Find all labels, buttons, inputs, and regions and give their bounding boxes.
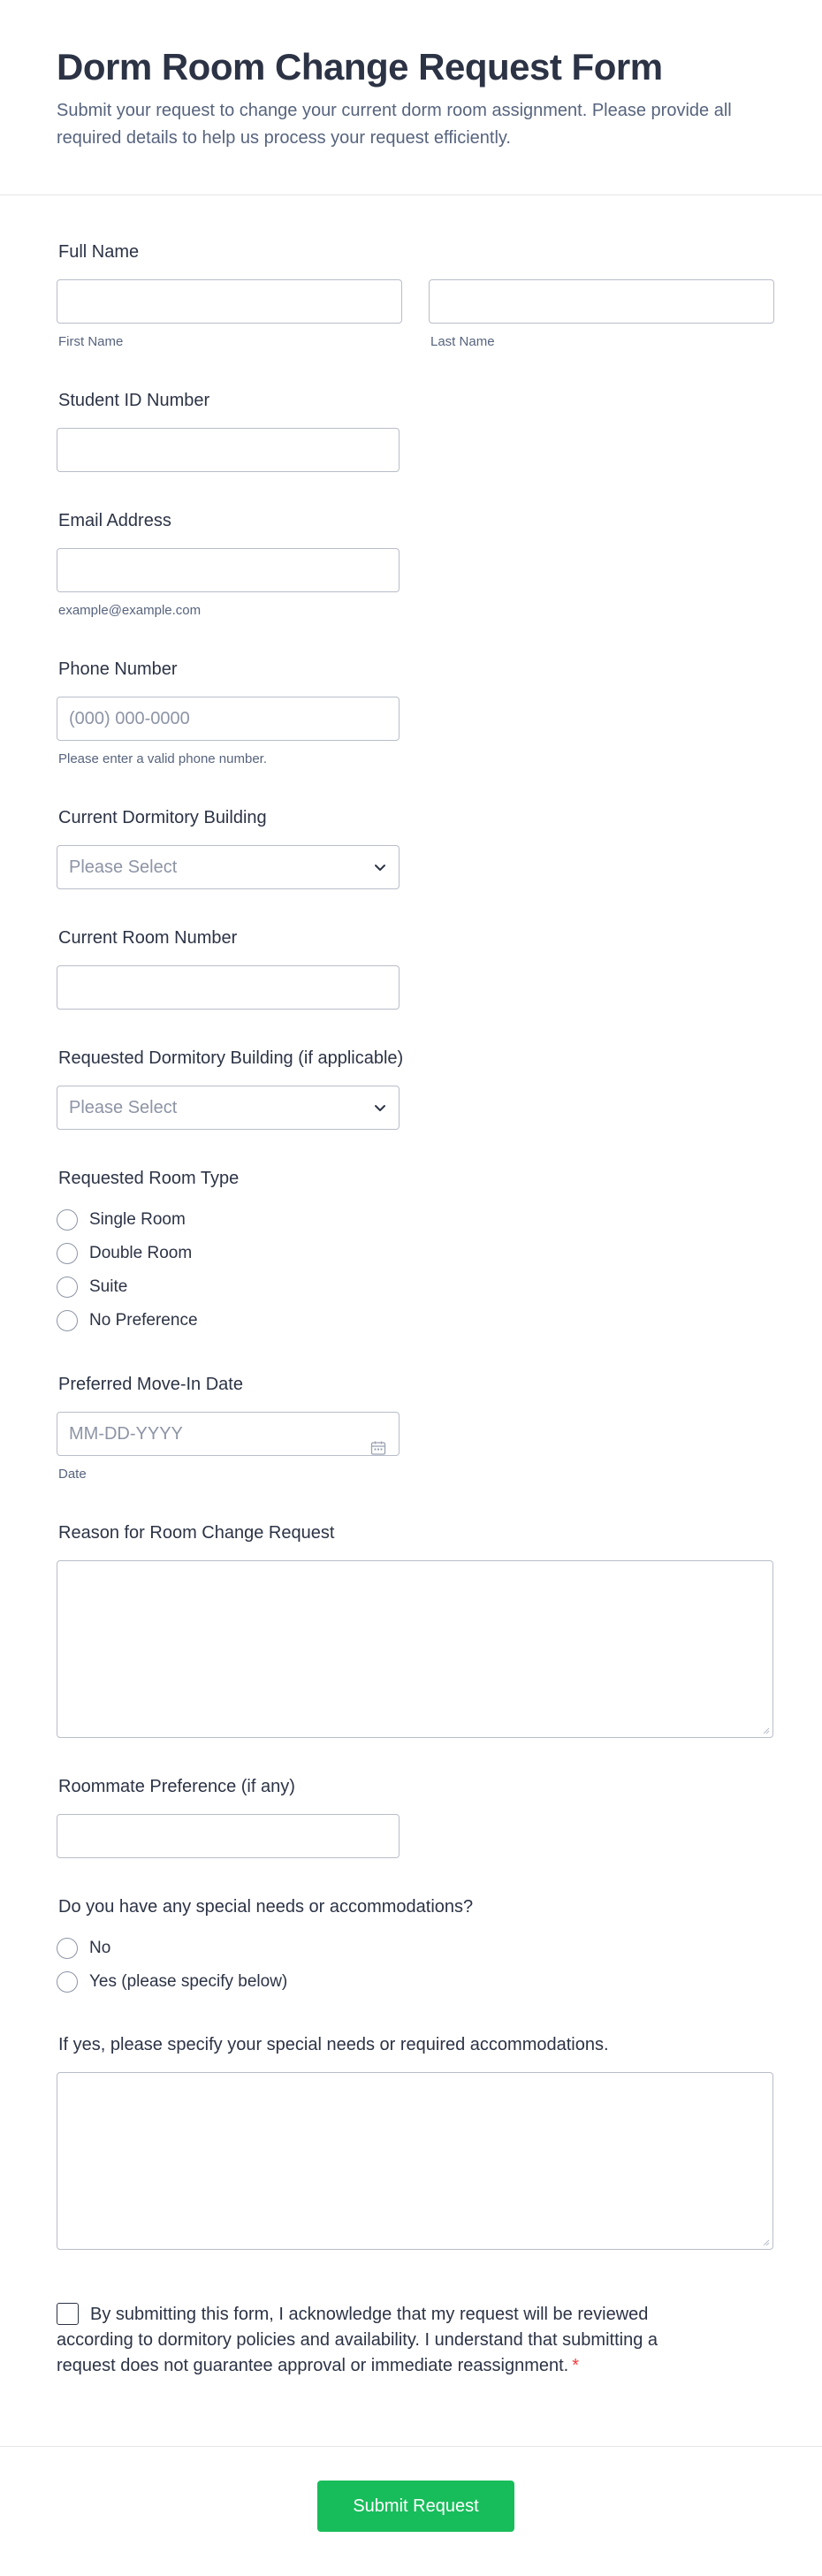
radio-button[interactable] bbox=[57, 1277, 78, 1298]
required-asterisk: * bbox=[572, 2356, 580, 2375]
resize-grip-icon[interactable] bbox=[761, 1726, 770, 1734]
radio-label: Suite bbox=[89, 1277, 128, 1296]
submit-button[interactable]: Submit Request bbox=[317, 2481, 514, 2532]
header-divider bbox=[0, 194, 822, 195]
reason-textarea[interactable] bbox=[57, 1560, 773, 1738]
move-in-date-label: Preferred Move-In Date bbox=[58, 1375, 243, 1394]
radio-button[interactable] bbox=[57, 1938, 78, 1959]
full-name-label: Full Name bbox=[58, 242, 140, 262]
form-header bbox=[57, 44, 764, 152]
email-input[interactable] bbox=[57, 548, 400, 592]
current-building-select[interactable] bbox=[57, 845, 400, 889]
phone-field bbox=[57, 658, 400, 766]
full-name-field bbox=[57, 240, 774, 349]
student-id-label: Student ID Number bbox=[58, 391, 210, 410]
radio-button[interactable] bbox=[57, 1209, 78, 1231]
current-room-field bbox=[57, 926, 400, 1010]
first-name-input[interactable] bbox=[57, 279, 402, 324]
current-building-label: Current Dormitory Building bbox=[58, 808, 267, 827]
roommate-input[interactable] bbox=[57, 1814, 400, 1858]
phone-label: Phone Number bbox=[58, 659, 178, 679]
current-room-input[interactable] bbox=[57, 965, 400, 1010]
radio-single-room[interactable] bbox=[57, 1203, 239, 1237]
footer-divider bbox=[0, 2446, 822, 2447]
requested-building-field bbox=[57, 1047, 403, 1130]
chevron-down-icon bbox=[370, 1098, 390, 1117]
radio-suite[interactable] bbox=[57, 1270, 239, 1304]
requested-building-select[interactable] bbox=[57, 1086, 400, 1130]
phone-input[interactable] bbox=[57, 697, 400, 741]
radio-button[interactable] bbox=[57, 1310, 78, 1331]
special-needs-field bbox=[57, 1895, 473, 1999]
email-label: Email Address bbox=[58, 511, 171, 530]
move-in-date-field bbox=[57, 1373, 400, 1482]
resize-grip-icon[interactable] bbox=[761, 2237, 770, 2246]
radio-label: Double Room bbox=[89, 1244, 193, 1262]
email-field bbox=[57, 509, 400, 618]
special-details-field bbox=[57, 2033, 773, 2250]
reason-label: Reason for Room Change Request bbox=[58, 1523, 335, 1543]
radio-label: Single Room bbox=[89, 1210, 186, 1229]
radio-button[interactable] bbox=[57, 1243, 78, 1264]
radio-yes[interactable] bbox=[57, 1965, 473, 1999]
phone-sublabel: Please enter a valid phone number. bbox=[58, 751, 267, 766]
requested-building-label: Requested Dormitory Building (if applicable) bbox=[58, 1048, 404, 1068]
email-sublabel: example@example.com bbox=[58, 603, 202, 618]
radio-double-room[interactable] bbox=[57, 1237, 239, 1270]
room-type-label: Requested Room Type bbox=[58, 1169, 240, 1188]
room-type-field bbox=[57, 1167, 239, 1338]
last-name-input[interactable] bbox=[429, 279, 774, 324]
radio-label: No Preference bbox=[89, 1311, 198, 1330]
roommate-label: Roommate Preference (if any) bbox=[58, 1777, 295, 1796]
calendar-icon[interactable] bbox=[369, 1439, 387, 1457]
special-details-label: If yes, please specify your special needs or required accommodations. bbox=[58, 2035, 609, 2054]
consent-label: By submitting this form, I acknowledge that my request will be reviewed according to dormitory policies and availability. I understand that submitting a request does not guarantee approval or immediate reassignment. bbox=[57, 2305, 658, 2375]
consent-field bbox=[57, 2302, 711, 2379]
special-needs-options bbox=[57, 1932, 473, 1999]
requested-building-selected: Please Select bbox=[69, 1097, 178, 1117]
student-id-field bbox=[57, 389, 400, 472]
form-subtitle: Submit your request to change your current dorm room assignment. Please provide all required details to help us process your request efficiently. bbox=[57, 101, 732, 148]
radio-no[interactable] bbox=[57, 1932, 473, 1965]
special-details-textarea[interactable] bbox=[57, 2072, 773, 2250]
current-room-label: Current Room Number bbox=[58, 928, 238, 948]
special-needs-label: Do you have any special needs or accommodations? bbox=[58, 1897, 474, 1917]
first-name-sublabel: First Name bbox=[58, 334, 124, 349]
consent-checkbox[interactable] bbox=[57, 2303, 79, 2325]
reason-field bbox=[57, 1521, 773, 1738]
radio-label: Yes (please specify below) bbox=[89, 1972, 288, 1991]
form-title: Dorm Room Change Request Form bbox=[57, 46, 663, 88]
chevron-down-icon bbox=[370, 857, 390, 877]
consent-text bbox=[57, 2302, 711, 2379]
roommate-field bbox=[57, 1775, 400, 1858]
last-name-sublabel: Last Name bbox=[430, 334, 495, 349]
radio-button[interactable] bbox=[57, 1971, 78, 1993]
room-type-options bbox=[57, 1203, 239, 1338]
move-in-date-input[interactable] bbox=[57, 1412, 400, 1456]
current-building-field bbox=[57, 806, 400, 889]
current-building-selected: Please Select bbox=[69, 857, 178, 877]
radio-no-preference[interactable] bbox=[57, 1304, 239, 1338]
radio-label: No bbox=[89, 1939, 111, 1957]
student-id-input[interactable] bbox=[57, 428, 400, 472]
move-in-date-sublabel: Date bbox=[58, 1467, 87, 1482]
